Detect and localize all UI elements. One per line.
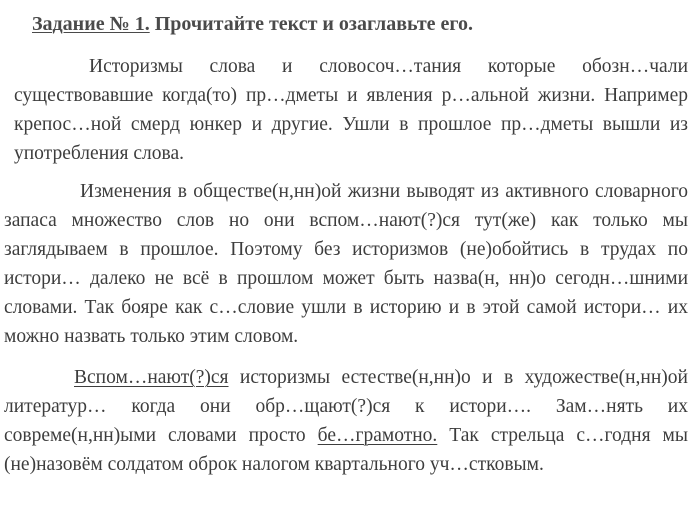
underlined-phrase-vspominayutsya: Вспом…нают(?)ся: [74, 367, 229, 388]
task-heading: [32, 11, 473, 37]
paragraph-3-middle: историзмы естестве(н,нн)о и в художестве(н,нн)ой литератур… когда они обр…щают(?)ся к истори…. Зам…нять их совреме(н,нн)ыми словами просто: [4, 367, 688, 446]
task-instruction: Прочитайте текст и озаглавьте его.: [154, 13, 474, 35]
paragraph-3-end: Так стрельца с…годня мы (не)назовём солдатом оброк налогом квартального уч…стковым.: [4, 425, 688, 475]
paragraph-2: Изменения в обществе(н,нн)ой жизни выводят из активного словарного запаса множество слов но они вспом…нают(?)ся тут(же) как только мы заглядываем в прошлое. Поэтому без историзмов (не)обойтись в трудах по истори… далеко не всё в прошлом может быть назва(н, нн)о сегодн…шними словами. Так бояре как с…словие ушли в историю и в этой самой истори… их можно назвать только этим словом.: [4, 181, 688, 347]
underlined-word-begramotno: бе…грамотно.: [317, 425, 438, 446]
task-number: Задание № 1.: [32, 13, 150, 35]
paragraph-3: [4, 363, 688, 479]
paragraph-1: Историзмы слова и словосоч…тания которые обозн…чали существовавшие когда(то) пр…дметы и явления р…альной жизни. Например крепос…ной смерд юнкер и другие. Ушли в прошлое пр…дметы вышли из употребления слова.: [14, 56, 688, 164]
